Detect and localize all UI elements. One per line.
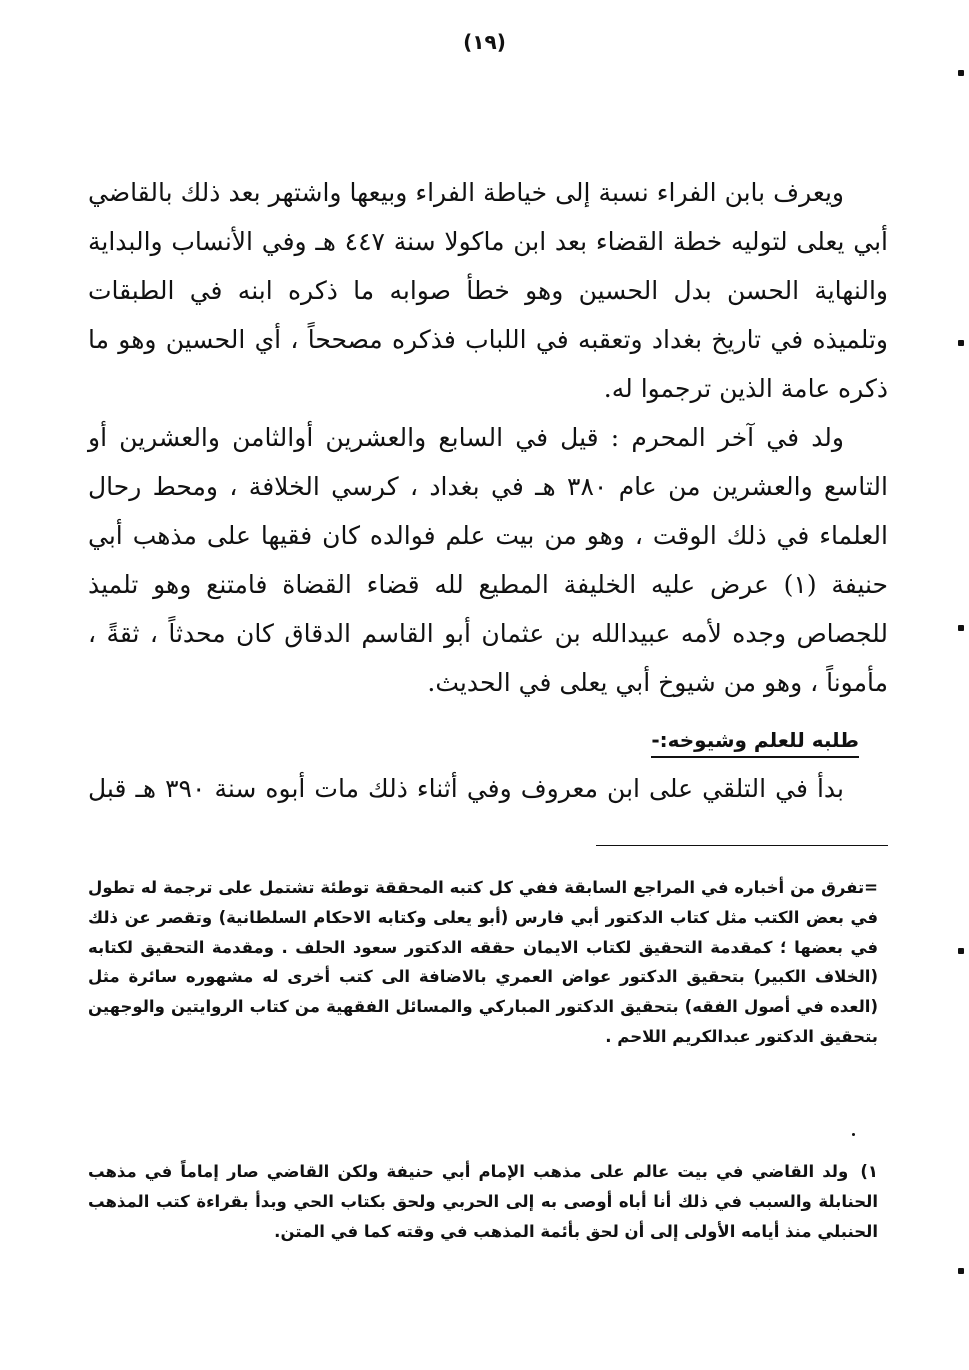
paragraph-birth: ولد في آخر المحرم : قيل في السابع والعشرين أوالثامن والعشرين أو التاسع والعشرين من عام ٣٨٠ هـ في بغداد ، كرسي الخلافة ، ومحط رحال العلماء في ذلك الوقت ، وهو من بيت علم فوالده كان فقيها على مذهب أبي حنيفة (١) عرض عليه الخليفة المطيع لله قضاء القضاة فامتنع وهو تلميذ للجصاص وجده لأمه عبيدالله بن عثمان أبو القاسم الدقاق كان محدثاً ، ثقةً ، مأموناً ، وهو من شيوخ أبي يعلى في الحديث. xyxy=(88,423,888,697)
footnote-continuation: =تفرق من أخباره في المراجع السابقة ففي كل كتبه المحققة توطئة تشتمل على ترجمة له تطول في بعض الكتب مثل كتاب الدكتور أبي فارس (أبو يعلى وكتابه الاحكام السلطانية) وتقصر عن ذلك في بعضها ؛ كمقدمة التحقيق لكتاب الايمان حققه الدكتور سعود الحلف . ومقدمة التحقيق لكتابه (الخلاف الكبير) بتحقيق الدكتور عواض العمري بالاضافة الى كتب أخرى له مشهوره سائرة مثل (العده في أصول الفقه) بتحقيق الدكتور المباركي والمسائل الفقهية من كتاب الروايتين والوجهين بتحقيق الدكتور عبدالكريم اللاحم . xyxy=(88,878,878,1046)
scan-margin-mark xyxy=(958,1268,964,1274)
page-number: (١٩) xyxy=(463,30,506,54)
footnote-1-text: ولد القاضي في بيت عالم على مذهب الإمام أبي حنيفة ولكن القاضي صار إماماً في مذهب الحنابلة والسبب في ذلك أنا أباه أوصى به إلى الحربي ولحق بكتاب الحي وبدأ بقراءة كتب المذهب الحنبلي منذ أيامه الأولى إلى أن لحق بأئمة المذهب في وقته كما في المتن. xyxy=(88,1162,878,1241)
scan-margin-mark xyxy=(958,948,964,954)
scan-margin-mark xyxy=(958,625,964,631)
scan-speck xyxy=(852,1133,855,1136)
scan-margin-mark xyxy=(958,340,964,346)
scan-margin-mark xyxy=(958,70,964,76)
footnote-1 xyxy=(88,1157,878,1246)
main-body-text xyxy=(88,168,888,707)
section-heading: طلبه للعلم وشيوخه:- xyxy=(651,728,859,758)
footnote-1-marker: ١) xyxy=(860,1162,878,1181)
paragraph-ibn-al-farra: ويعرف بابن الفراء نسبة إلى خياطة الفراء وبيعها واشتهر بعد ذلك بالقاضي أبي يعلى لتوليه خطة القضاء بعد ابن ماكولا سنة ٤٤٧ هـ وفي الأنساب والبداية والنهاية الحسن بدل الحسين وهو خطأ صوابه ما ذكره ابنه في الطبقات وتلميذه في تاريخ بغداد وتعقبه في اللباب فذكره مصححاً ، أي الحسين وهو ما ذكره عامة الذين ترجموا له. xyxy=(88,178,889,403)
paragraph-studies-start: بدأ في التلقي على ابن معروف وفي أثناء ذلك مات أبوه سنة ٣٩٠ هـ قبل xyxy=(88,774,844,803)
footnote-separator xyxy=(596,845,888,846)
